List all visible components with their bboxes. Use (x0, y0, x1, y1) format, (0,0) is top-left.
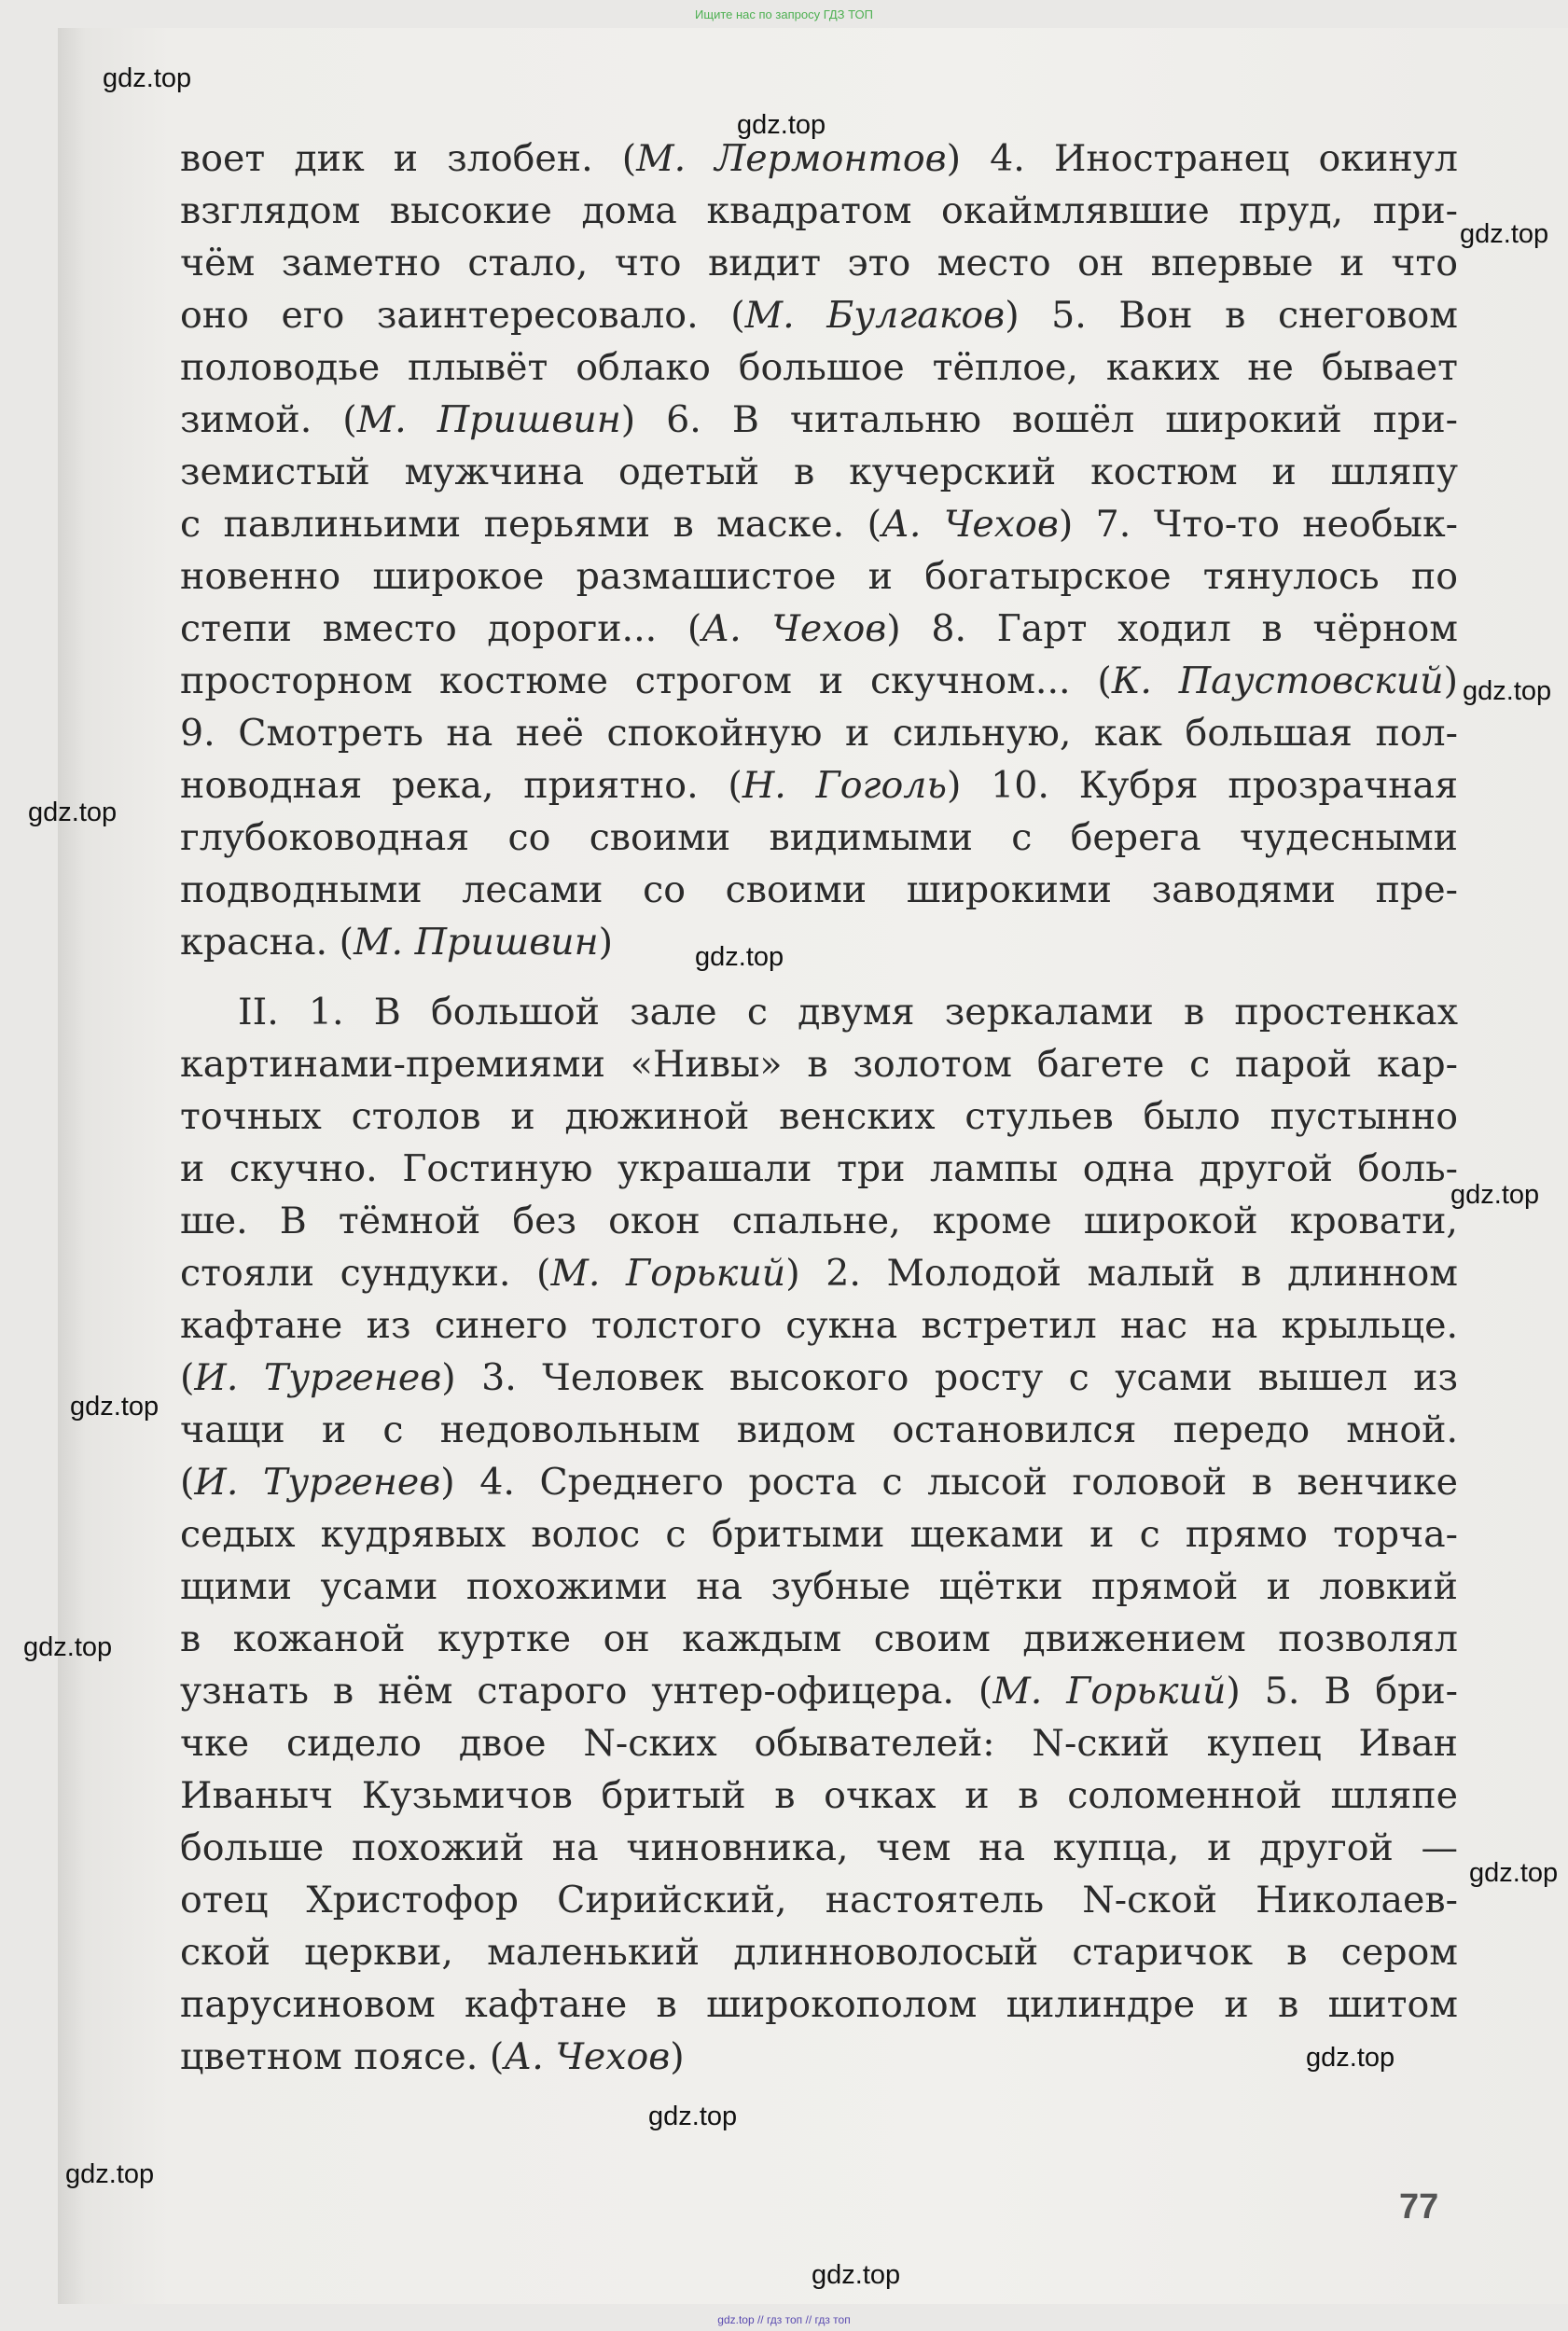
text-line: стояли сундуки. (М. Горький) 2. Молодой малый в длинном (180, 1252, 1458, 1295)
text-line: с павлиньими перьями в маске. (А. Чехов) 7. Что-то необык- (180, 503, 1458, 546)
text-line: степи вместо дороги... (А. Чехов) 8. Гарт ходил в чёрном (180, 607, 1458, 650)
text-line: Иваныч Кузьмичов бритый в очках и в соломенной шляпе (180, 1774, 1458, 1817)
text-line: подводными лесами со своими широкими заводями пре- (180, 868, 1458, 911)
text-line: седых кудрявых волос с бритыми щеками и с прямо торча- (180, 1513, 1458, 1556)
text-line: в кожаной куртке он каждым своим движением позволял (180, 1617, 1458, 1660)
text-line: цветном поясе. (А. Чехов) (180, 2035, 685, 2078)
text-line: половодье плывёт облако большое тёплое, каких не бывает (180, 346, 1458, 389)
text-line: узнать в нём старого унтер-офицера. (М. Горький) 5. В бри- (180, 1670, 1459, 1713)
watermark: gdz.top (1460, 219, 1549, 249)
text-line: картинами-премиями «Нивы» в золотом багете с парой кар- (180, 1043, 1458, 1086)
text-line: 9. Смотреть на неё спокойную и сильную, как большая пол- (180, 712, 1458, 755)
watermark: gdz.top (103, 63, 192, 93)
text-line: кафтане из синего толстого сукна встретил нас на крыльце. (180, 1304, 1458, 1347)
watermark: gdz.top (737, 110, 826, 140)
text-line: чащи и с недовольным видом остановился передо мной. (180, 1408, 1458, 1451)
text-line: зимой. (М. Пришвин) 6. В читальню вошёл широкий при- (180, 398, 1458, 441)
text-line: ше. В тёмной без окон спальне, кроме широкой кровати, (180, 1200, 1458, 1242)
text-line: оно его заинтересовало. (М. Булгаков) 5. Вон в снеговом (180, 294, 1458, 337)
watermark: gdz.top (1469, 1858, 1559, 1888)
watermark: gdz.top (28, 798, 118, 827)
watermark: gdz.top (1463, 676, 1552, 706)
text-line: ской церкви, маленький длинноволосый старичок в сером (180, 1931, 1458, 1974)
watermark: gdz.top (812, 2260, 901, 2290)
text-line: воет дик и злобен. (М. Лермонтов) 4. Иностранец окинул (180, 137, 1458, 180)
text-line: парусиновом кафтане в широкополом цилиндре и в шитом (180, 1983, 1458, 2026)
watermark: gdz.top (23, 1632, 113, 1662)
top-banner: Ищите нас по запросу ГДЗ ТОП (695, 7, 873, 21)
text-line: чке сидело двое N-ских обывателей: N-ский купец Иван (180, 1722, 1458, 1765)
text-line: щими усами похожими на зубные щётки прямой и ловкий (180, 1565, 1458, 1608)
text-line: новодная река, приятно. (Н. Гоголь) 10. Кубря прозрачная (180, 764, 1458, 807)
watermark: gdz.top (70, 1392, 160, 1422)
watermark: gdz.top (1450, 1180, 1540, 1210)
text-line: красна. (М. Пришвин) (180, 921, 614, 964)
text-line: больше похожий на чиновника, чем на купца, и другой — (180, 1826, 1458, 1869)
text-line: отец Христофор Сирийский, настоятель N-ской Николаев- (180, 1879, 1458, 1922)
watermark: gdz.top (648, 2102, 738, 2131)
text-line: просторном костюме строгом и скучном... (К. Паустовский) (180, 659, 1459, 702)
text-line: глубоководная со своими видимыми с берега чудесными (180, 816, 1458, 859)
text-line: и скучно. Гостиную украшали три лампы одна другой боль- (180, 1147, 1458, 1190)
text-line: (И. Тургенев) 4. Среднего роста с лысой головой в венчике (180, 1461, 1458, 1504)
text-line: новенно широкое размашистое и богатырское тянулось по (180, 555, 1458, 598)
watermark: gdz.top (65, 2159, 155, 2189)
text-line: земистый мужчина одетый в кучерский костюм и шляпу (180, 451, 1458, 493)
text-line: (И. Тургенев) 3. Человек высокого росту с усами вышел из (180, 1356, 1459, 1399)
text-line: точных столов и дюжиной венских стульев было пустынно (180, 1095, 1458, 1138)
page-number: 77 (1399, 2187, 1439, 2227)
watermark: gdz.top (695, 942, 784, 972)
text-line: взглядом высокие дома квадратом окаймлявшие пруд, при- (180, 189, 1458, 232)
bottom-banner: gdz.top // гдз топ // гдз топ (717, 2313, 851, 2326)
watermark: gdz.top (1306, 2043, 1395, 2073)
text-line: II. 1. В большой зале с двумя зеркалами в простенках (238, 991, 1458, 1034)
text-line: чём заметно стало, что видит это место он впервые и что (180, 242, 1458, 284)
